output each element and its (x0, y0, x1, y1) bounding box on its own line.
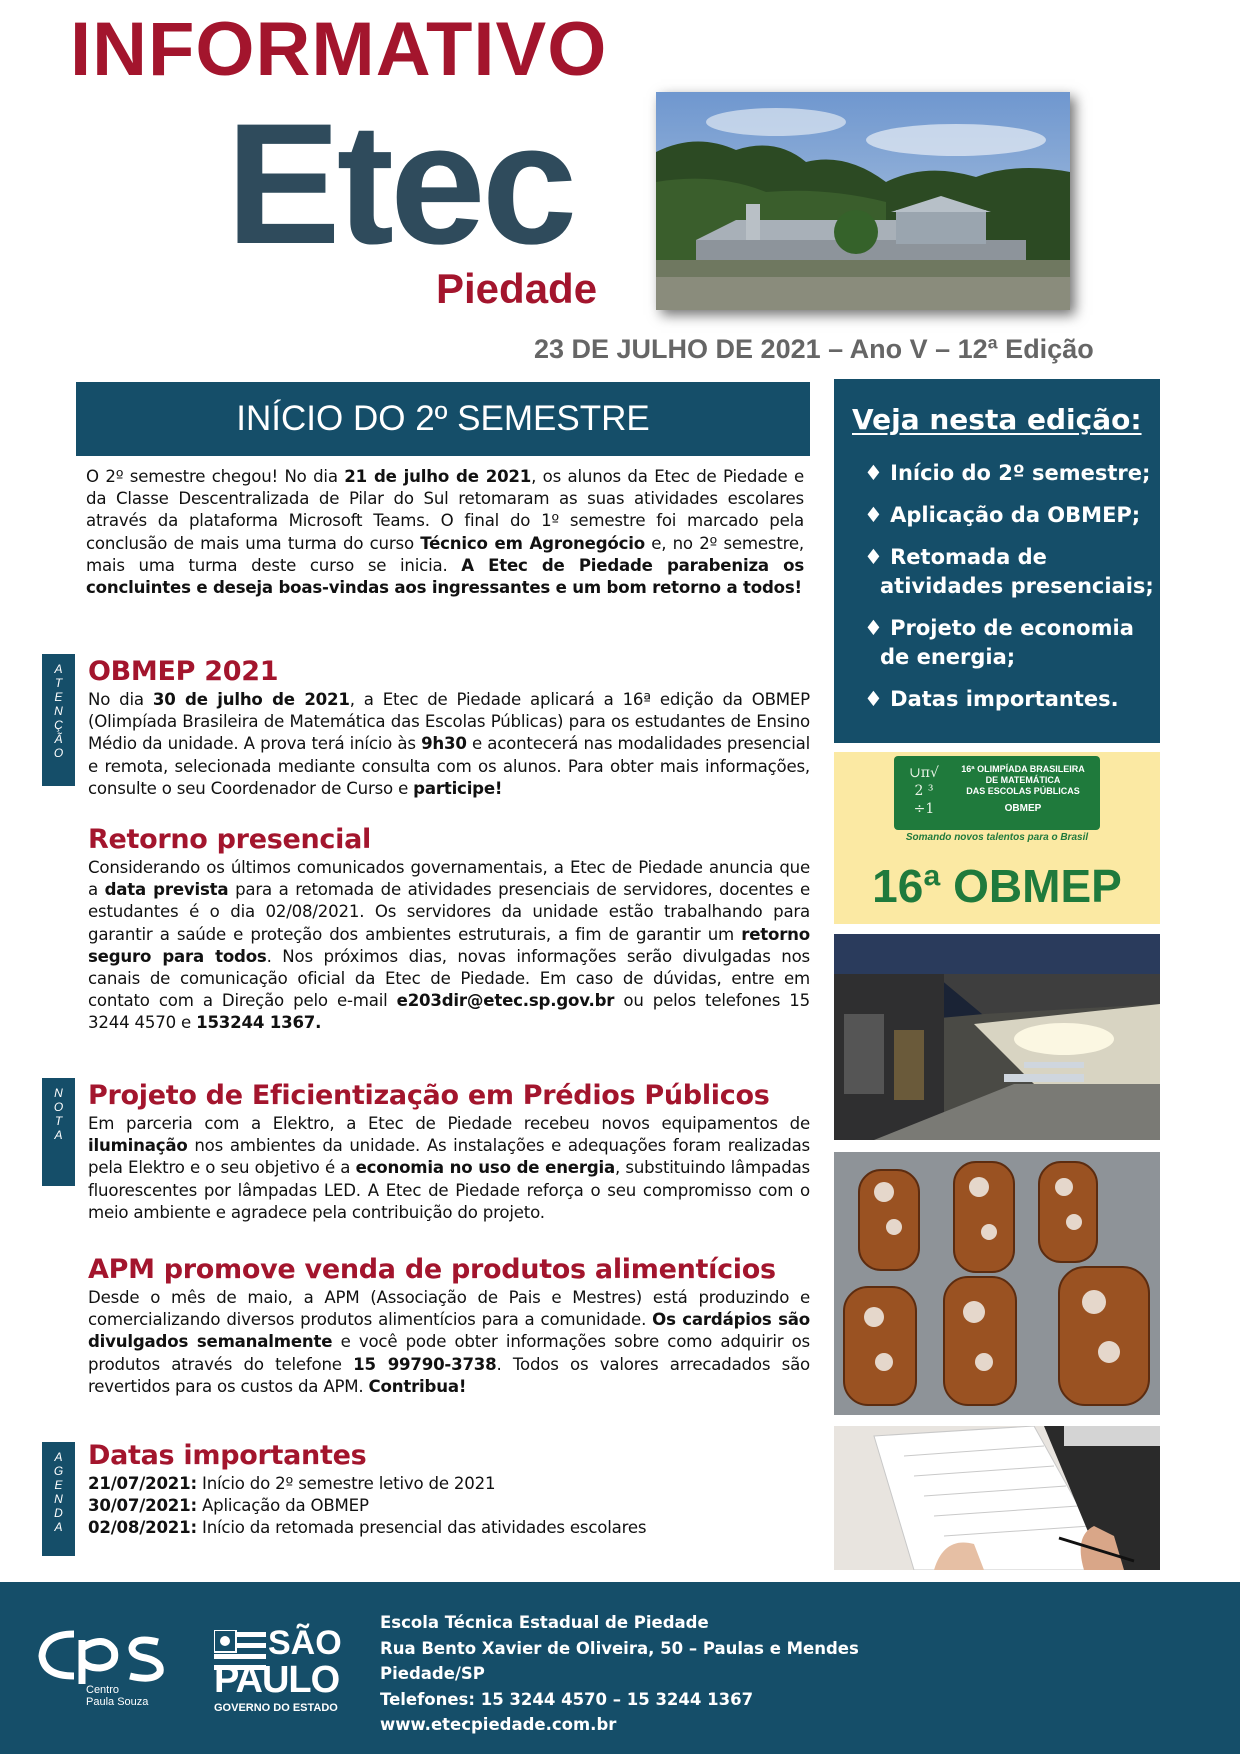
intro-paragraph: O 2º semestre chegou! No dia 21 de julho de 2021, os alunos da Etec de Piedade e da Classe Descentralizada de Pilar do Sul retomaram as suas atividades escolares através da plataforma Microsoft Teams. O final do 1º semestre foi marcado pela conclusão de mais uma turma do curso Técnico em Agronegócio e, no 2º semestre, mais uma turma deste curso se inicia. A Etec de Piedade parabeniza os concluintes e deseja boas-vindas aos ingressantes e um bom retorno a todos! (86, 467, 805, 598)
projeto-heading: Projeto de Eficientização em Prédios Públicos (88, 1080, 770, 1111)
obmep-logo-text: 16ª OLIMPÍADA BRASILEIRA DE MATEMÁTICA DAS ESCOLAS PÚBLICAS OBMEP (961, 764, 1085, 814)
sao-paulo-government-logo (212, 1626, 362, 1718)
datas-heading: Datas importantes (88, 1440, 367, 1471)
edition-contents-box (834, 379, 1160, 743)
datas-list (88, 1473, 810, 1540)
date-item: 30/07/2021: Aplicação da OBMEP (88, 1496, 369, 1516)
school-name: Escola Técnica Estadual de Piedade (380, 1613, 709, 1632)
obmep-heading: OBMEP 2021 (88, 656, 279, 687)
contents-list (864, 459, 1154, 727)
footer-bar (0, 1582, 1240, 1754)
bread-loaves-photo (834, 1152, 1160, 1415)
note-tag: N O T A (42, 1078, 75, 1186)
apm-heading: APM promove venda de produtos alimentícios (88, 1254, 776, 1285)
contents-item: ♦ Datas importantes. (864, 687, 1119, 711)
section-banner: INÍCIO DO 2º SEMESTRE (76, 382, 810, 456)
math-symbols-icon: ∪π√ 2 ³ ÷1 (909, 765, 939, 817)
contents-item: ♦ Projeto de economia de energia; (864, 616, 1134, 669)
cps-name-line: Centro (86, 1684, 120, 1696)
projeto-paragraph: Em parceria com a Elektro, a Etec de Piedade recebeu novos equipamentos de iluminação nos ambientes da unidade. As instalações e adequações foram realizadas pela Elektro e o seu objetivo é a economia no uso de energia, substituindo lâmpadas fluorescentes por lâmpadas LED. A Etec de Piedade reforça o seu compromisso com o meio ambiente e agradece pela contribuição do projeto. (88, 1114, 811, 1222)
planner-notebook-photo (834, 1426, 1160, 1570)
school-phones: Telefones: 15 3244 4570 – 15 3244 1367 (380, 1689, 754, 1709)
apm-paragraph: Desde o mês de maio, a APM (Associação de Pais e Mestres) está produzindo e comercializando diversos produtos alimentícios para a comunidade. Os cardápios são divulgados semanalmente e você pode obter informações sobre como adquirir os produtos através do telefone 15 99790-3738. Todos os valores arrecadados são revertidos para os custos da APM. Contribua! (88, 1288, 811, 1396)
city-name: Piedade (436, 265, 598, 312)
school-city: Piedade/SP (380, 1664, 485, 1683)
school-address: Rua Bento Xavier de Oliveira, 50 – Paulas e Mendes (380, 1638, 859, 1658)
edition-date: 23 DE JULHO DE 2021 – Ano V – 12ª Edição (534, 334, 1094, 364)
school-painting-image (656, 92, 1070, 310)
etec-wordmark: Etec (226, 88, 574, 280)
obmep-poster-image (834, 752, 1160, 924)
sao-text: SÃO (268, 1624, 342, 1662)
obmep-big-title: 16ª OBMEP (872, 860, 1122, 912)
governo-text: GOVERNO DO ESTADO (214, 1702, 338, 1714)
school-corridor-photo (834, 934, 1160, 1140)
school-contact-info (380, 1610, 859, 1738)
contents-title: Veja nesta edição: (852, 403, 1142, 436)
contents-item: ♦ Aplicação da OBMEP; (864, 503, 1141, 527)
retorno-heading: Retorno presencial (88, 824, 371, 855)
retorno-paragraph: Considerando os últimos comunicados governamentais, a Etec de Piedade anuncia que a data prevista para a retomada de atividades presenciais de servidores, docentes e estudantes é o dia 02/08/2021. Os servidores da unidade estão trabalhando para garantir a saúde e proteção dos ambientes estruturais, a fim de garantir um retorno seguro para todos. Nos próximos dias, novas informações serão divulgadas nos canais de comunicação oficial da Etec de Piedade. Em caso de dúvidas, entre em contato com a Direção pelo e-mail e203dir@etec.sp.gov.br ou pelos telefones 15 3244 4570 e 153244 1367. (88, 858, 811, 1033)
cps-logo (34, 1624, 174, 1714)
cps-name-line: Paula Souza (86, 1696, 149, 1708)
obmep-paragraph: No dia 30 de julho de 2021, a Etec de Piedade aplicará a 16ª edição da OBMEP (Olimpíada Brasileira de Matemática das Escolas Públicas) para os estudantes de Ensino Médio da unidade. A prova terá início às 9h30 e acontecerá nas modalidades presencial e remota, selecionada mediante consulta com os alunos. Para obter mais informações, consulte o seu Coordenador de Curso e participe! (88, 690, 811, 798)
contents-item: ♦ Início do 2º semestre; (864, 461, 1151, 485)
school-website-link[interactable]: www.etecpiedade.com.br (380, 1715, 617, 1734)
date-item: 02/08/2021: Início da retomada presencial das atividades escolares (88, 1518, 647, 1538)
date-item: 21/07/2021: Início do 2º semestre letivo de 2021 (88, 1474, 496, 1493)
attention-tag: A T E N Ç Ã O (42, 654, 75, 786)
contents-item: ♦ Retomada de atividades presenciais; (864, 545, 1154, 598)
newsletter-title: INFORMATIVO (70, 7, 608, 92)
cps-logo-mark (34, 1624, 174, 1686)
agenda-tag: A G E N D A (42, 1442, 75, 1556)
obmep-slogan: Somando novos talentos para o Brasil (905, 832, 1089, 843)
paulo-text: PAULO (214, 1659, 340, 1701)
